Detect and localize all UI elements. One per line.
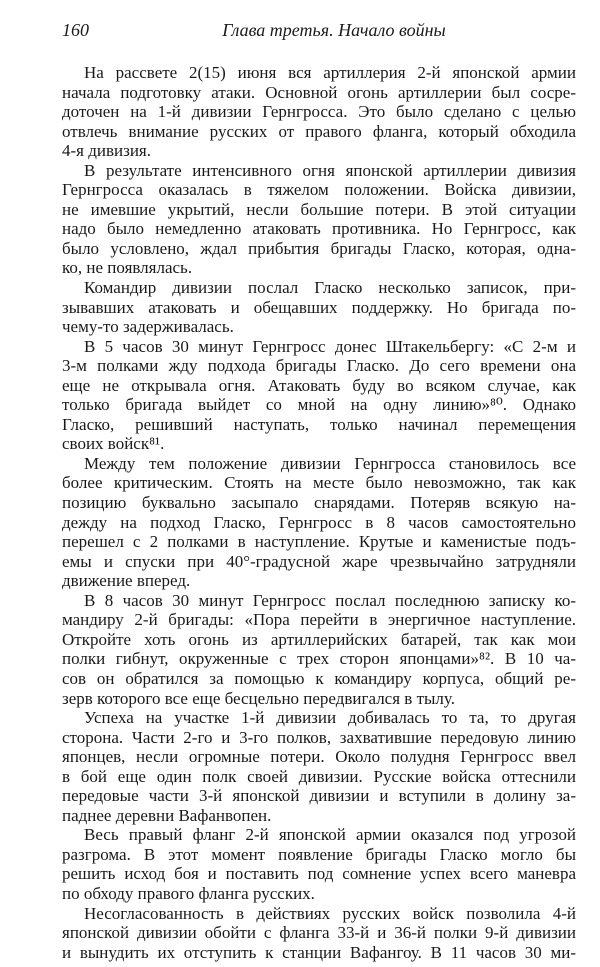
text-line: В 8 часов 30 минут Гернгросс послал последнюю записку ко- (84, 590, 576, 610)
text-line: японской дивизии обойти с фланга 33-й и 36-й полки 9-й дивизии (62, 923, 576, 943)
text-line: только бригада выйдет со мной на одну линию»⁸⁰. Однако (62, 395, 576, 415)
text-line: своих войск⁸¹. (62, 434, 165, 454)
text-line: движение вперед. (62, 571, 191, 591)
text-line: 3-м полками жду подхода бригады Гласко. До сего времени она (62, 356, 576, 376)
text-line: и вынудить их отступить к станции Вафангоу. В 11 часов 30 ми- (62, 942, 576, 962)
paragraph (62, 337, 576, 454)
text-line: надо было немедленно атаковать противника. Но Гернгросс, как (62, 219, 576, 239)
text-line: сов он обратился за помощью к командиру корпуса, общий ре- (62, 668, 576, 688)
text-line: начала подготовку атаки. Основной огонь артиллерии был сосре- (62, 82, 576, 102)
text-line: японцев, несли огромные потери. Около полудня Гернгросс ввел (62, 747, 576, 767)
text-line: в бой еще один полк своей дивизии. Русские войска оттеснили (62, 766, 576, 786)
text-line: чему-то задерживалась. (62, 317, 234, 337)
page-number: 160 (62, 20, 89, 40)
text-line: отвлечь внимание русских от правого фланга, который обходила (62, 121, 576, 141)
text-line: было условлено, ждал прибытия бригады Гласко, которая, одна- (62, 238, 576, 258)
paragraph (62, 591, 576, 708)
text-line: 4-я дивизия. (62, 141, 151, 161)
page-header (62, 20, 576, 44)
text-line: Успеха на участке 1-й дивизии добивалась то та, то другая (84, 708, 576, 728)
paragraph (62, 904, 576, 963)
text-line: по обходу правого фланга русских. (62, 883, 315, 903)
body-text (62, 63, 576, 962)
text-line: дежду на подход Гласко, Гернгросс в 8 часов самостоятельно (62, 512, 576, 532)
text-line: Гласко, решивший наступать, только начинал перемещения (62, 414, 576, 434)
text-line: паднее деревни Вафанвопен. (62, 805, 272, 825)
text-line: передовые части 3-й японской дивизии и вступили в долину за- (62, 786, 576, 806)
paragraph (62, 63, 576, 161)
paragraph (62, 825, 576, 903)
text-line: Несогласованность в действиях русских войск позволила 4-й (84, 903, 576, 923)
text-line: Командир дивизии послал Гласко несколько записок, при- (84, 278, 576, 298)
text-line: На рассвете 2(15) июня вся артиллерия 2-й японской армии (84, 63, 576, 82)
text-line: решить исход боя и поставить под сомнение успех всего маневра (62, 864, 576, 884)
running-title: Глава третья. Начало войны (222, 20, 446, 40)
text-line: зывавших атаковать и обещавших поддержку. Но бригада по- (62, 297, 576, 317)
text-line: емы и спуски при 40°-градусной жаре чрезвычайно затрудняли (62, 551, 576, 571)
text-line: еще не открывала огня. Атаковать буду во всяком случае, как (62, 375, 576, 395)
text-line: Гернгросса оказалась в тяжелом положении. Войска дивизии, (62, 180, 576, 200)
text-line: полки гибнут, окруженные с трех сторон японцами»⁸². В 10 ча- (62, 649, 576, 669)
text-line: позицию буквально засыпало снарядами. Потеряв всякую на- (62, 493, 576, 513)
text-line: разгрома. В этот момент появление бригады Гласко могло бы (62, 844, 576, 864)
text-line: ко, не появлялась. (62, 258, 193, 278)
text-line: Весь правый фланг 2-й японской армии оказался под угрозой (84, 825, 576, 845)
text-line: перешел с 2 полками в наступление. Крутые и каменистые подъ- (62, 532, 576, 552)
text-line: В 5 часов 30 минут Гернгросс донес Штакельбергу: «С 2-м и (84, 336, 576, 356)
text-line: сторона. Части 2-го и 3-го полков, захватившие передовую линию (62, 727, 576, 747)
text-line: более критическим. Стоять на месте было невозможно, так как (62, 473, 576, 493)
text-line: В результате интенсивного огня японской артиллерии дивизия (84, 160, 576, 180)
text-line: не имевшие укрытий, несли большие потери. В этой ситуации (62, 199, 576, 219)
paragraph (62, 708, 576, 825)
text-line: мандиру 2-й бригады: «Пора перейти в энергичное наступление. (62, 610, 576, 630)
paragraph (62, 161, 576, 278)
paragraph (62, 278, 576, 337)
paragraph (62, 454, 576, 591)
text-line: зерв которого все еще бесцельно передвигался в тылу. (62, 688, 455, 708)
text-line: Между тем положение дивизии Гернгросса становилось все (84, 453, 576, 473)
text-line: Откройте хоть огонь из артиллерийских батарей, так как мои (62, 629, 576, 649)
text-line: доточен на 1-й дивизии Гернгросса. Это было сделано с целью (62, 102, 576, 122)
